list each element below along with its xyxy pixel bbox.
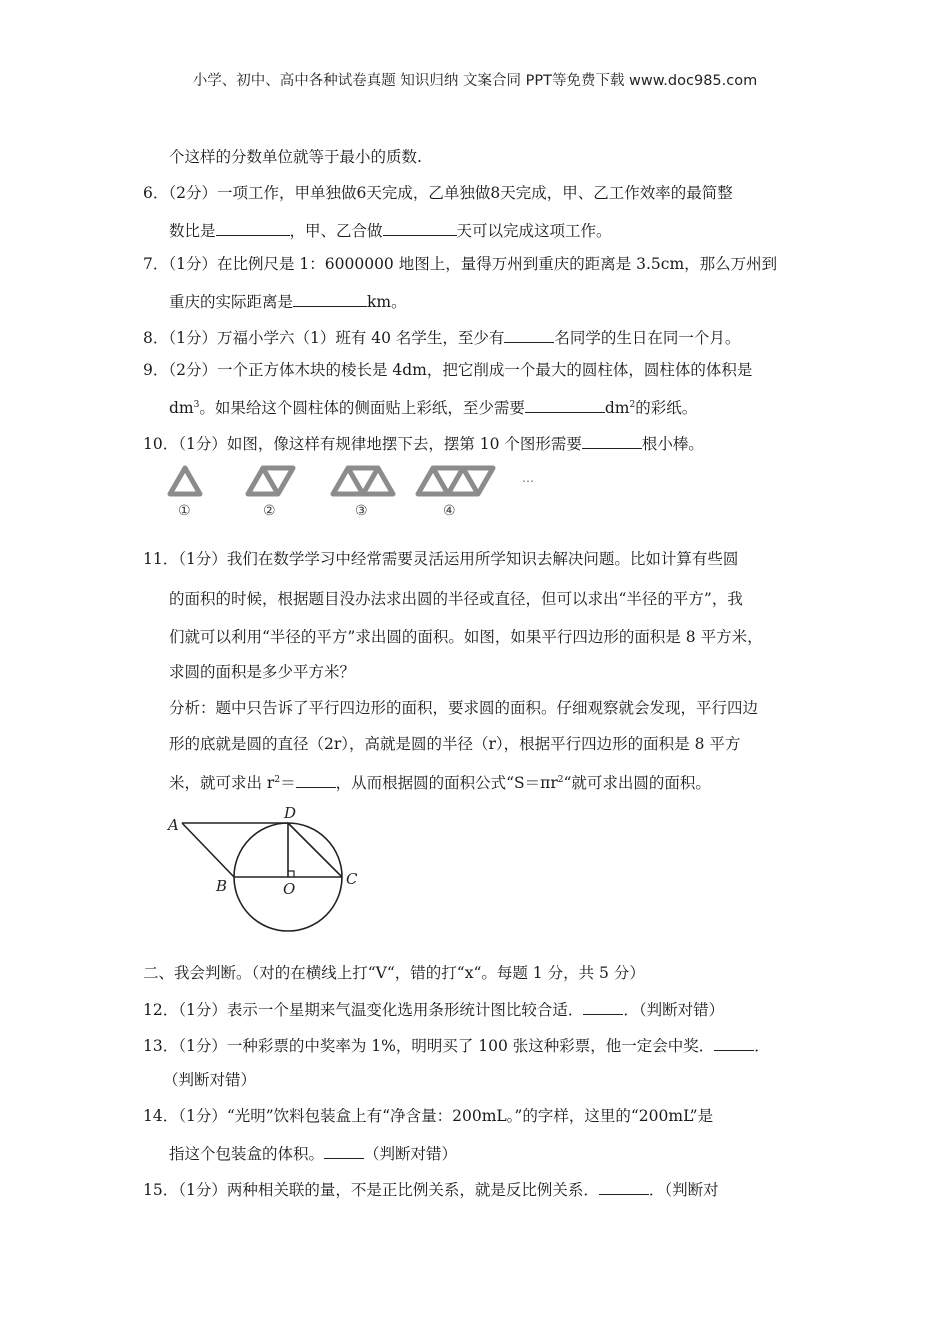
superscript: 2 — [557, 775, 564, 785]
q15-text-1: 15．（1分）两种相关联的量，不是正比例关系，就是反比例关系． — [143, 1181, 599, 1199]
page-header: 小学、初中、高中各种试卷真题 知识归纳 文案合同 PPT等免费下载 www.doc985.com — [192, 73, 758, 89]
question-11-analysis-1: 分析：题中只告诉了平行四边形的面积，要求圆的面积。仔细观察就会发现，平行四边 — [169, 699, 759, 717]
question-14-line-2 — [169, 1142, 457, 1164]
question-8 — [143, 326, 740, 348]
question-11-line-2: 的面积的时候，根据题目没办法求出圆的半径或直径，但可以求出“半径的平方”，我 — [169, 590, 743, 608]
label-o: O — [283, 880, 296, 898]
q11-text-4: “就可求出圆的面积。 — [563, 774, 711, 792]
q6-text-1: 数比是 — [169, 222, 216, 240]
figure-label-3: ③ — [355, 503, 368, 519]
q9-text-4: 的彩纸。 — [635, 399, 698, 417]
question-15 — [143, 1178, 719, 1200]
label-d: D — [284, 804, 297, 822]
q9-text-2: 。如果给这个圆柱体的侧面贴上彩纸，至少需要 — [199, 399, 525, 417]
triangle-pattern-4 — [418, 468, 448, 494]
label-b: B — [216, 877, 228, 895]
label-c: C — [346, 870, 358, 888]
question-13-line-1 — [143, 1034, 770, 1056]
q6-text-3: 天可以完成这项工作。 — [456, 222, 612, 240]
triangle-pattern-1 — [170, 468, 200, 494]
answer-blank[interactable] — [714, 1034, 754, 1051]
figure-label-2: ② — [263, 503, 276, 519]
q8-text-1: 8．（1分）万福小学六（1）班有 40 名学生，至少有 — [143, 329, 505, 347]
q7-text-2: km。 — [367, 293, 407, 311]
q15-text-2: ．（判断对 — [648, 1181, 719, 1199]
section-2-heading: 二、我会判断。（对的在横线上打“V“，错的打“x“。每题 1 分，共 5 分） — [143, 964, 645, 982]
q13-text-2: ． — [754, 1037, 770, 1055]
question-11-line-4: 求圆的面积是多少平方米？ — [169, 663, 356, 681]
q14-text-1: 指这个包装盒的体积。 — [169, 1145, 325, 1163]
question-9-line-2 — [169, 396, 697, 418]
superscript: 2 — [274, 775, 281, 785]
superscript: 2 — [629, 400, 636, 410]
continued-line: 个这样的分数单位就等于最小的质数. — [169, 148, 422, 166]
question-10 — [143, 432, 704, 454]
question-11-analysis-3 — [169, 771, 711, 793]
q11-text-3: ，从而根据圆的面积公式“S＝πr — [335, 774, 558, 792]
q14-text-2: （判断对错） — [364, 1145, 458, 1163]
q7-text-1: 重庆的实际距离是 — [169, 293, 294, 311]
answer-blank[interactable] — [504, 326, 554, 343]
figure-label-1: ① — [178, 503, 191, 519]
q8-text-2: 名同学的生日在同一个月。 — [554, 329, 741, 347]
ellipsis: … — [522, 471, 534, 485]
q11-text-1: 米，就可求出 r — [169, 774, 275, 792]
label-a: A — [168, 816, 179, 834]
answer-blank[interactable] — [216, 219, 290, 236]
answer-blank[interactable] — [296, 771, 336, 788]
question-11-analysis-2: 形的底就是圆的直径（2r），高就是圆的半径（r），根据平行四边形的面积是 8 平方 — [169, 735, 741, 753]
figure-label-4: ④ — [443, 503, 456, 519]
right-angle-mark — [288, 871, 294, 877]
q9-text-3: dm — [604, 399, 630, 417]
answer-blank[interactable] — [583, 998, 623, 1015]
segment-ab — [182, 823, 234, 877]
question-12 — [143, 998, 724, 1020]
circle-parallelogram-figure — [160, 800, 380, 940]
answer-blank[interactable] — [582, 432, 642, 449]
q11-text-2: ＝ — [280, 774, 296, 792]
question-11-line-3: 们就可以利用“半径的平方”求出圆的面积。如图，如果平行四边形的面积是 8 平方米， — [169, 628, 763, 646]
question-6-line-2 — [169, 219, 612, 241]
question-11-line-1: 11．（1分）我们在数学学习中经常需要灵活运用所学知识去解决问题。比如计算有些圆 — [143, 550, 739, 568]
answer-blank[interactable] — [525, 396, 605, 413]
answer-blank[interactable] — [599, 1178, 649, 1195]
q10-text-1: 10．（1分）如图，像这样有规律地摆下去，摆第 10 个图形需要 — [143, 435, 582, 453]
question-6-line-1: 6．（2分）一项工作，甲单独做6天完成，乙单独做8天完成，甲、乙工作效率的最简整 — [143, 184, 733, 202]
matchstick-triangles-figure — [160, 462, 560, 522]
triangle-pattern-2 — [248, 468, 278, 494]
superscript: 3 — [193, 400, 200, 410]
question-7-line-1: 7．（1分）在比例尺是 1：6000000 地图上，量得万州到重庆的距离是 3.5cm，那么万州到 — [143, 255, 778, 273]
question-9-line-1: 9．（2分）一个正方体木块的棱长是 4dm，把它削成一个最大的圆柱体，圆柱体的体积是 — [143, 361, 753, 379]
answer-blank[interactable] — [324, 1142, 364, 1159]
question-13-line-2: （判断对错） — [163, 1071, 257, 1089]
q12-text-2: ．（判断对错） — [623, 1001, 725, 1019]
answer-blank[interactable] — [293, 290, 367, 307]
question-7-line-2 — [169, 290, 407, 312]
q9-text-1: dm — [169, 399, 194, 417]
question-14-line-1: 14．（1分）“光明”饮料包装盒上有“净含量：200mL。”的字样，这里的“200mL”是 — [143, 1107, 714, 1125]
answer-blank[interactable] — [383, 219, 457, 236]
q13-text-1: 13．（1分）一种彩票的中奖率为 1%，明明买了 100 张这种彩票，他一定会中奖． — [143, 1037, 715, 1055]
q10-text-2: 根小棒。 — [641, 435, 704, 453]
triangle-pattern-3 — [333, 468, 363, 494]
q12-text-1: 12．（1分）表示一个星期来气温变化选用条形统计图比较合适． — [143, 1001, 584, 1019]
q6-text-2: ，甲、乙合做 — [289, 222, 383, 240]
